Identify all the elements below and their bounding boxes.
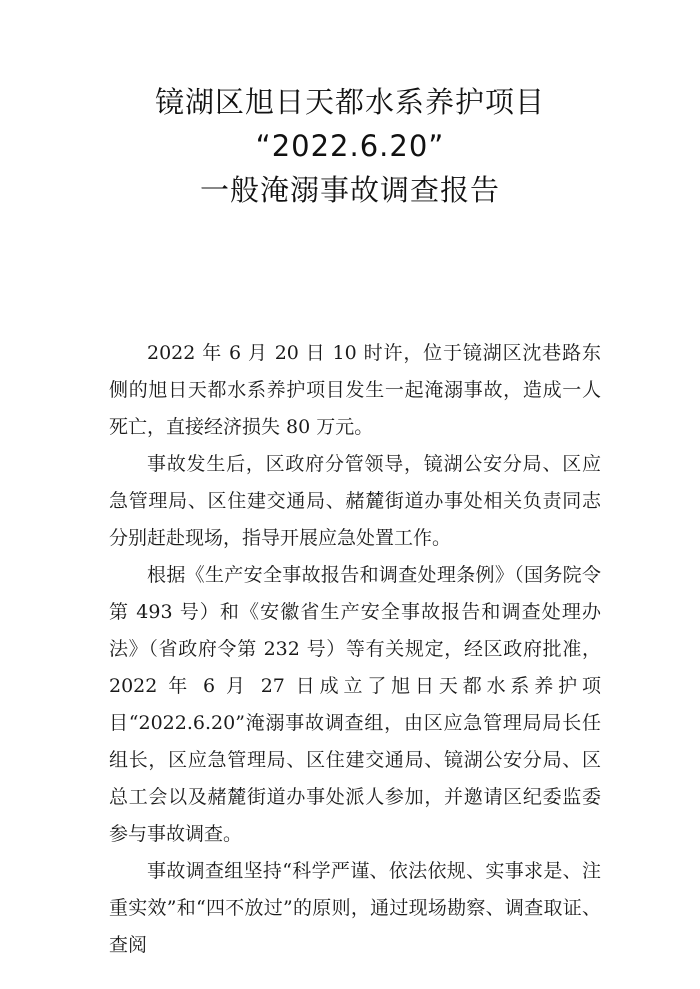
title-line-3: 一般淹溺事故调查报告 xyxy=(199,173,500,207)
report-title xyxy=(0,80,700,212)
title-line-2: “2022.6.20” xyxy=(255,129,445,163)
paragraph-1: 2022 年 6 月 20 日 10 时许，位于镜湖区沈巷路东侧的旭日天都水系养护项目发生一起淹溺事故，造成一人死亡，直接经济损失 80 万元。 xyxy=(109,342,601,438)
paragraph-2: 事故发生后，区政府分管领导，镜湖公安分局、区应急管理局、区住建交通局、赭麓街道办事处相关负责同志分别赶赴现场，指导开展应急处置工作。 xyxy=(109,453,601,549)
report-body xyxy=(109,335,601,964)
paragraph-4: 事故调查组坚持“科学严谨、依法依规、实事求是、注重实效”和“四不放过”的原则，通过现场勘察、调查取证、查阅 xyxy=(109,860,601,956)
title-line-1: 镜湖区旭日天都水系养护项目 xyxy=(154,85,545,119)
paragraph-3: 根据《生产安全事故报告和调查处理条例》（国务院令第 493 号）和《安徽省生产安全事故报告和调查处理办法》（省政府令第 232 号）等有关规定，经区政府批准，2022 年 6 月 27 日成立了旭日天都水系养护项目“2022.6.20”淹溺事故调查组，由区应急管理局局长任组长，区应急管理局、区住建交通局、镜湖公安分局、区总工会以及赭麓街道办事处派人参加，并邀请区纪委监委参与事故调查。 xyxy=(109,564,601,845)
